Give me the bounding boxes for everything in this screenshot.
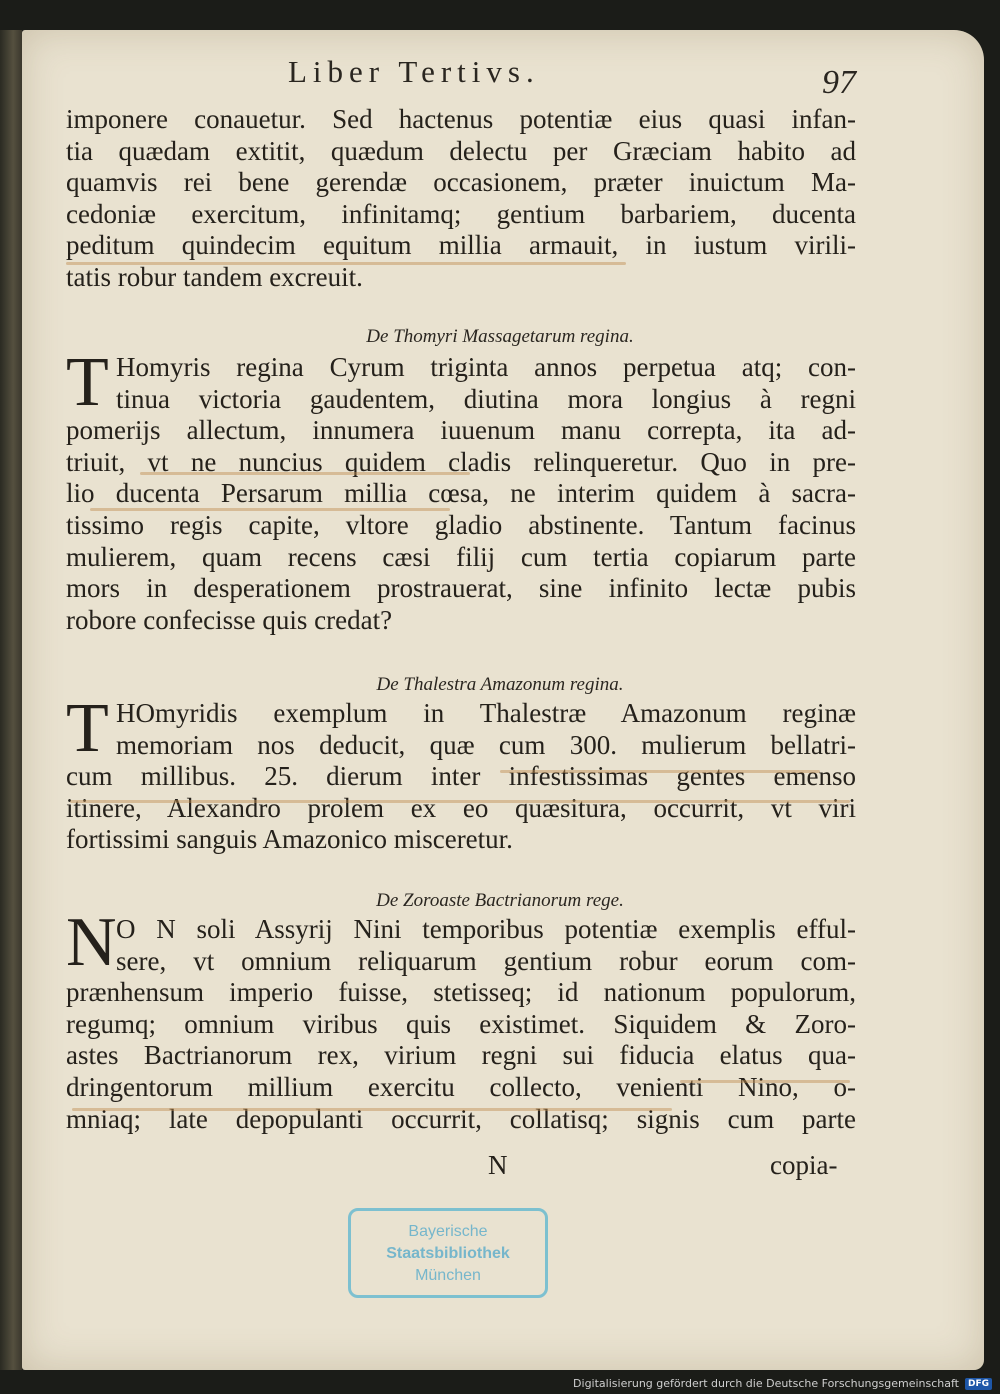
text-line: tissimo regis capite, vltore gladio abstinente. Tantum facinus: [66, 509, 856, 540]
footer-credit: [573, 1377, 992, 1390]
text-line: mulierem, quam recens cæsi filij cum tertia copiarum parte: [66, 541, 856, 572]
library-stamp: [348, 1208, 548, 1298]
text-line: peditum quindecim equitum millia armauit, in iustum virili-: [66, 230, 856, 261]
text-line: sere, vt omnium reliquarum gentium robur eorum com-: [116, 945, 856, 976]
catchword: copia-: [770, 1150, 838, 1180]
text-line: pomerijs allectum, innumera iuuenum manu correpta, ita ad-: [66, 415, 856, 446]
text-line: mors in desperationem prostrauerat, sine infinito lectæ pubis: [66, 573, 856, 604]
text-line: tinua victoria gaudentem, diutina mora longius à regni: [116, 383, 856, 414]
text-line: O N soli Assyrij Nini temporibus potentiæ exemplis efful-: [116, 914, 856, 944]
drop-cap: T: [66, 344, 109, 421]
text-line: astes Bactrianorum rex, virium regni sui fiducia elatus qua-: [66, 1040, 856, 1071]
text-line: imponere conauetur. Sed hactenus potentiæ eius quasi infan-: [66, 104, 856, 134]
text-line: mniaq; late depopulanti occurrit, collatisq; signis cum parte: [66, 1103, 856, 1134]
section-heading-thomyris: De Thomyri Massagetarum regina.: [366, 326, 634, 347]
stamp-line: München: [415, 1267, 481, 1284]
book-binding: [0, 30, 22, 1370]
text-line: Homyris regina Cyrum triginta annos perpetua atq; con-: [116, 352, 856, 382]
drop-cap: T: [66, 690, 109, 767]
signature-mark: N: [488, 1150, 508, 1180]
text-line: memoriam nos deducit, quæ cum 300. mulierum bellatri-: [116, 729, 856, 760]
drop-cap: N: [66, 904, 117, 981]
section-heading-thalestra: De Thalestra Amazonum regina.: [376, 674, 624, 695]
paragraph-thalestra: [66, 690, 856, 856]
text-line: quamvis rei bene gerendæ occasionem, præter inuictum Ma-: [66, 167, 856, 198]
text-line: dringentorum millium exercitu collecto, venienti Nino, o-: [66, 1071, 856, 1102]
section-heading-zoroaster: De Zoroaste Bactrianorum rege.: [376, 890, 624, 911]
text-line: cum millibus. 25. dierum inter infestissimas gentes emenso: [66, 761, 856, 792]
text-line: robore confecisse quis credat?: [66, 604, 393, 635]
pencil-underline: [66, 262, 626, 265]
pencil-underline: [680, 1080, 850, 1083]
text-line: triuit, vt ne nuncius quidem cladis relinqueretur. Quo in pre-: [66, 446, 856, 477]
text-line: HOmyridis exemplum in Thalestræ Amazonum reginæ: [116, 698, 856, 728]
text-line: tatis robur tandem excreuit.: [66, 261, 363, 292]
text-line: cedoniæ exercitum, infinitamq; gentium barbariem, ducenta: [66, 198, 856, 229]
pencil-underline: [70, 800, 850, 803]
stamp-line: Staatsbibliothek: [386, 1245, 510, 1262]
page-number: 97: [822, 64, 856, 101]
footer-text: Digitalisierung gefördert durch die Deutsche Forschungsgemeinschaft: [573, 1377, 959, 1390]
pencil-underline: [140, 472, 470, 475]
pencil-underline: [500, 770, 820, 773]
text-line: regumq; omnium viribus quis existimet. Siquidem & Zoro-: [66, 1008, 856, 1039]
text-line: itinere, Alexandro prolem ex eo quæsitura, occurrit, vt viri: [66, 792, 856, 823]
stamp-line: Bayerische: [408, 1223, 488, 1240]
pencil-underline: [72, 1108, 672, 1111]
text-line: lio ducenta Persarum millia cœsa, ne interim quidem à sacra-: [66, 478, 856, 509]
text-line: tia quædam extitit, quædum delectu per Græciam habito ad: [66, 135, 856, 166]
paragraph-continuation: [66, 104, 856, 294]
running-title: Liber Tertivs.: [288, 54, 540, 89]
paragraph-zoroaster: [66, 904, 856, 1135]
text-line: fortissimi sanguis Amazonico misceretur.: [66, 824, 513, 855]
dfg-logo-icon: DFG: [965, 1378, 992, 1390]
paragraph-thomyris: [66, 344, 856, 636]
pencil-underline: [90, 508, 450, 511]
text-line: prænhensum imperio fuisse, stetisseq; id nationum populorum,: [66, 977, 856, 1008]
